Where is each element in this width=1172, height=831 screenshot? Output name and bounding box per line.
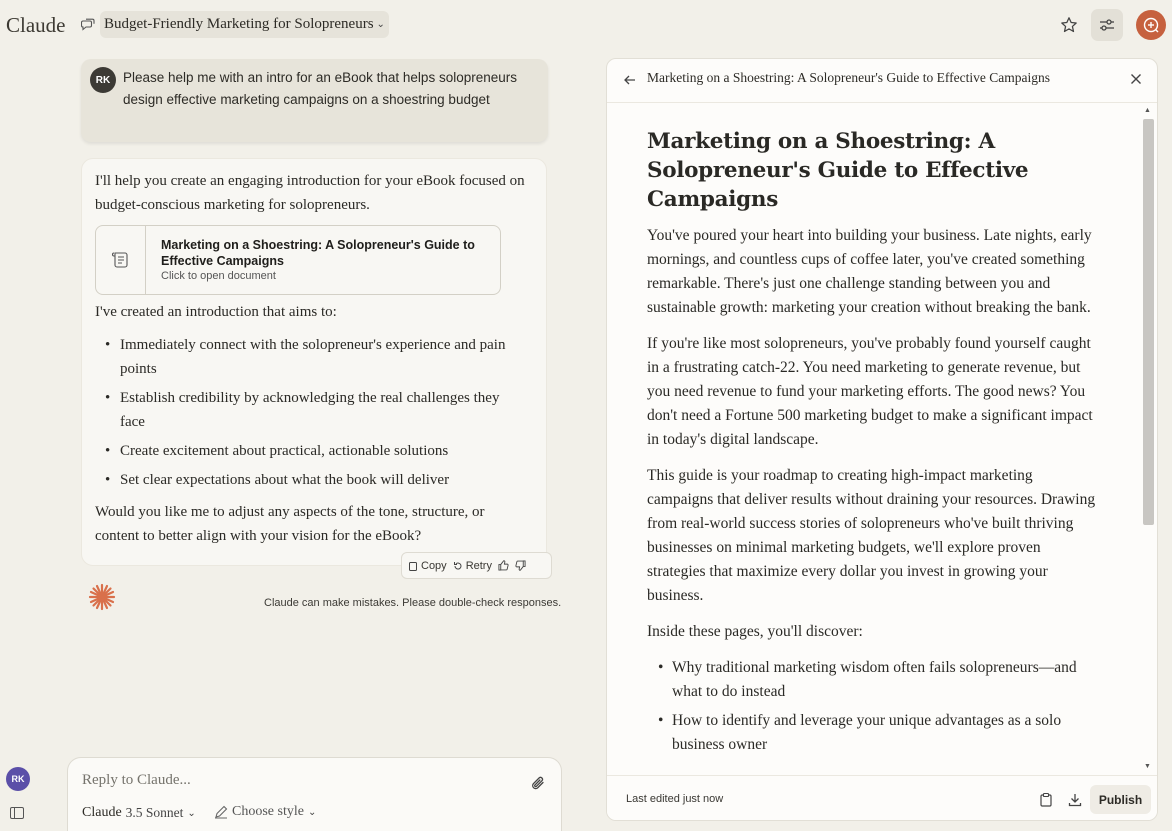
chat-bubble-icon [81, 18, 95, 32]
composer [67, 757, 562, 831]
download-icon[interactable] [1067, 792, 1083, 808]
style-selector[interactable] [214, 804, 316, 820]
document-list [647, 656, 1099, 757]
scrollbar[interactable] [1142, 107, 1154, 773]
document-paragraph: If you're like most solopreneurs, you've probably found yourself caught in a frustrating catch-22. You need marketing to generate revenue, but you need revenue to fund your marketing efforts. The good news? You don't need a Fortune 500 marketing budget to make a significant impact in today's digital landscape. [647, 335, 1093, 448]
retry-label: Retry [465, 559, 492, 572]
star-icon [1060, 16, 1078, 34]
document-paragraph: You've poured your heart into building your business. Late nights, early mornings, and countless cups of coffee later, you've created something remarkable. There's just one challenge standing between you and sustainable growth: marketing your creation without breaking the bank. [647, 227, 1092, 316]
document-paragraph: This guide is your roadmap to creating high-impact marketing campaigns that deliver results without draining your resources. Drawing from real-world success stories of solopreneurs who've built thriving businesses on minimal marketing budgets, we'll explore proven strategies that maximize every dollar you invest in growing your business. [647, 467, 1096, 604]
retry-icon [453, 561, 463, 571]
thumbs-down-icon [515, 560, 526, 571]
artifact-panel-footer [607, 775, 1157, 821]
list-item: • Why traditional marketing wisdom often fails solopreneurs—and what to do instead [647, 656, 1099, 704]
assistant-bullet-list [95, 333, 515, 497]
thumbs-down-button[interactable] [515, 560, 526, 571]
assistant-lead: I've created an introduction that aims to: [95, 304, 337, 320]
artifact-card[interactable] [95, 225, 501, 295]
new-chat-icon [1142, 16, 1160, 34]
artifact-panel [606, 58, 1158, 821]
chevron-down-icon: ⌄ [376, 19, 385, 30]
artifact-panel-header [607, 59, 1157, 103]
model-version: 3.5 Sonnet [125, 805, 184, 820]
claude-spark-icon [88, 583, 116, 611]
message-actions [401, 552, 552, 579]
copy-label: Copy [421, 559, 447, 572]
app-logo[interactable]: Claude [6, 13, 66, 37]
model-name: Claude [82, 805, 122, 820]
list-item: • Immediately connect with the solopreneur's experience and pain points [95, 333, 515, 381]
reply-input[interactable] [82, 772, 512, 789]
scroll-up-icon[interactable]: ▲ [1144, 107, 1151, 114]
last-edited-text: Last edited just now [626, 793, 724, 805]
back-arrow-icon[interactable] [622, 72, 638, 88]
chevron-down-icon: ⌄ [307, 806, 317, 818]
conversation-title: Budget-Friendly Marketing for Solopreneurs [104, 16, 374, 32]
assistant-message [81, 158, 547, 566]
publish-button[interactable]: Publish [1090, 785, 1151, 814]
paperclip-icon[interactable] [530, 775, 546, 791]
pen-icon [214, 805, 228, 819]
model-selector[interactable] [82, 805, 196, 821]
style-label: Choose style [232, 804, 304, 819]
document-heading: Marketing on a Shoestring: A Solopreneur's Guide to Effective Campaigns [647, 129, 1029, 212]
new-chat-button[interactable] [1136, 10, 1166, 40]
scroll-down-icon[interactable]: ▼ [1144, 763, 1151, 770]
artifact-card-subtitle: Click to open document [161, 270, 276, 282]
user-message [81, 59, 548, 142]
user-avatar[interactable]: RK [6, 767, 30, 791]
artifact-document [647, 127, 1099, 762]
document-icon [96, 226, 146, 294]
list-item: • Set clear expectations about what the book will deliver [95, 468, 515, 492]
copy-button[interactable] [408, 560, 447, 572]
conversation-title-button[interactable] [100, 11, 389, 38]
chevron-down-icon: ⌄ [187, 807, 196, 819]
list-item: • How to identify and leverage your unique advantages as a solo business owner [647, 709, 1099, 757]
star-button[interactable] [1058, 14, 1080, 36]
thumbs-up-button[interactable] [498, 560, 509, 571]
assistant-intro: I'll help you create an engaging introduction for your eBook focused on budget-conscious marketing for solopreneurs. [95, 173, 525, 213]
artifact-card-title: Marketing on a Shoestring: A Solopreneur's Guide to Effective Campaigns [161, 238, 475, 268]
sidebar-toggle-icon[interactable] [10, 807, 24, 819]
top-bar [0, 0, 1172, 50]
thumbs-up-icon [498, 560, 509, 571]
close-icon[interactable] [1128, 71, 1144, 87]
list-item: • Establish credibility by acknowledging the real challenges they face [95, 386, 515, 434]
clipboard-icon [408, 561, 418, 571]
user-message-text: Please help me with an intro for an eBook that helps solopreneurs design effective marketing campaigns on a shoestring budget [123, 70, 517, 107]
assistant-closing: Would you like me to adjust any aspects of the tone, structure, or content to better align with your vision for the eBook? [95, 504, 485, 544]
sliders-icon [1099, 17, 1115, 33]
artifact-panel-title: Marketing on a Shoestring: A Solopreneur's Guide to Effective Campaigns [647, 70, 1050, 85]
disclaimer-text: Claude can make mistakes. Please double-check responses. [264, 597, 562, 609]
scrollbar-thumb[interactable] [1143, 119, 1154, 525]
settings-button[interactable] [1091, 9, 1123, 41]
retry-button[interactable] [453, 560, 492, 572]
list-item: • Create excitement about practical, actionable solutions [95, 439, 515, 463]
user-message-avatar: RK [90, 67, 116, 93]
document-paragraph: Inside these pages, you'll discover: [647, 623, 863, 640]
clipboard-icon[interactable] [1038, 792, 1054, 808]
